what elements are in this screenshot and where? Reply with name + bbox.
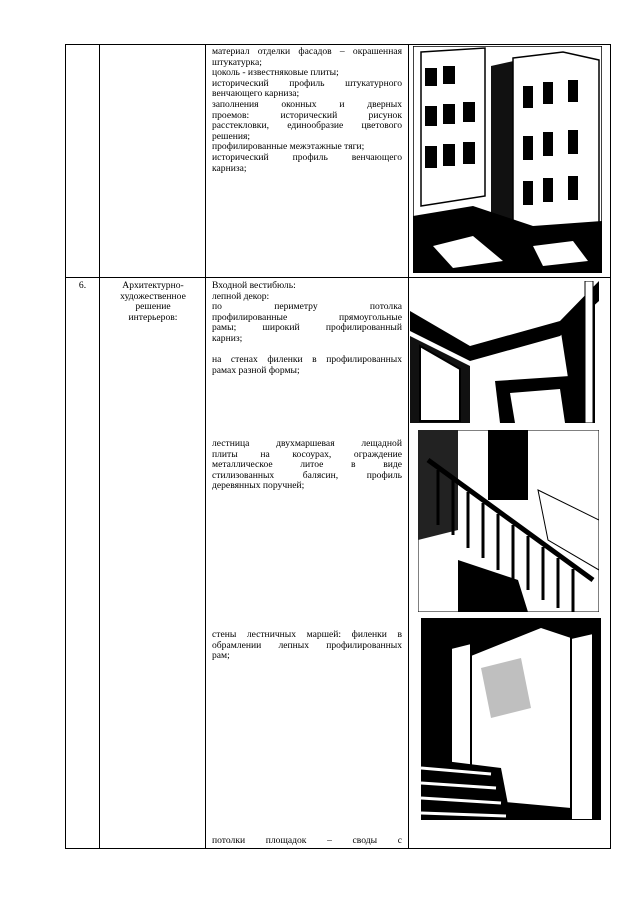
table-right-border	[610, 44, 611, 849]
text-line: стены лестничных маршей: филенки в	[212, 629, 402, 640]
text-line: художественное	[120, 290, 186, 302]
text-line: лепной декор:	[212, 290, 270, 302]
text-line: по периметру потолка	[212, 301, 402, 313]
row-name	[103, 281, 203, 323]
column-divider-3	[408, 44, 409, 849]
text-line: исторический профиль штукатурного	[212, 77, 402, 89]
text-line: исторический профиль венчающего	[212, 151, 402, 163]
landing-ceiling-description	[212, 836, 402, 847]
text-line: заполнения оконных и дверных	[212, 98, 402, 110]
text-line: лестница двухмаршевая лещадной	[212, 438, 402, 449]
row-number: 6.	[78, 280, 87, 291]
text-line: на стенах филенки в профилированных	[212, 354, 402, 366]
text-line: Входной вестибюль:	[212, 280, 296, 291]
courtyard-facade-photo	[413, 46, 602, 273]
text-line: материал отделки фасадов – окрашенная	[212, 46, 402, 57]
column-divider-1	[99, 44, 100, 849]
text-line: расстекловки, единообразие цветового	[212, 120, 402, 132]
text-line: профилированные прямоугольные	[212, 311, 402, 323]
vestibule-ceiling-photo	[410, 281, 599, 423]
text-line: интерьеров:	[128, 311, 178, 323]
stair-walls-description	[212, 630, 402, 662]
text-line: стилизованных балясин, профиль	[212, 469, 402, 481]
text-line: карниз;	[212, 332, 243, 344]
text-line: металлическое литое в виде	[212, 459, 402, 471]
text-line: потолки площадок – своды с	[212, 835, 402, 846]
facade-description	[212, 47, 402, 174]
stair-wall-panels-photo	[421, 618, 601, 820]
text-line: деревянных поручней;	[212, 480, 305, 492]
text-line: штукатурка;	[212, 56, 262, 68]
text-line: рамы; широкий профилированный	[212, 322, 402, 334]
text-line: плиты на косоурах, ограждение	[212, 448, 402, 460]
text-line: цоколь - известняковые плиты;	[212, 67, 339, 79]
table-bottom-border	[65, 848, 611, 849]
text-line: профилированные межэтажные тяги;	[212, 141, 365, 153]
vestibule-description	[212, 281, 402, 376]
text-line: решение	[135, 301, 171, 313]
table-top-border	[65, 44, 611, 45]
text-line: проемов: исторический рисунок	[212, 109, 402, 121]
text-line: обрамлении лепных профилированных	[212, 639, 402, 651]
text-line: рам;	[212, 650, 230, 662]
table-left-border	[65, 44, 66, 849]
text-line: рамах разной формы;	[212, 364, 300, 376]
staircase-railing-photo	[418, 430, 599, 612]
text-line: решения;	[212, 130, 251, 142]
text-line: венчающего карниза;	[212, 88, 300, 100]
staircase-description	[212, 439, 402, 492]
text-line: карниза;	[212, 162, 247, 174]
column-divider-2	[205, 44, 206, 849]
text-line: Архитектурно-	[122, 280, 184, 291]
row-separator	[65, 277, 611, 278]
